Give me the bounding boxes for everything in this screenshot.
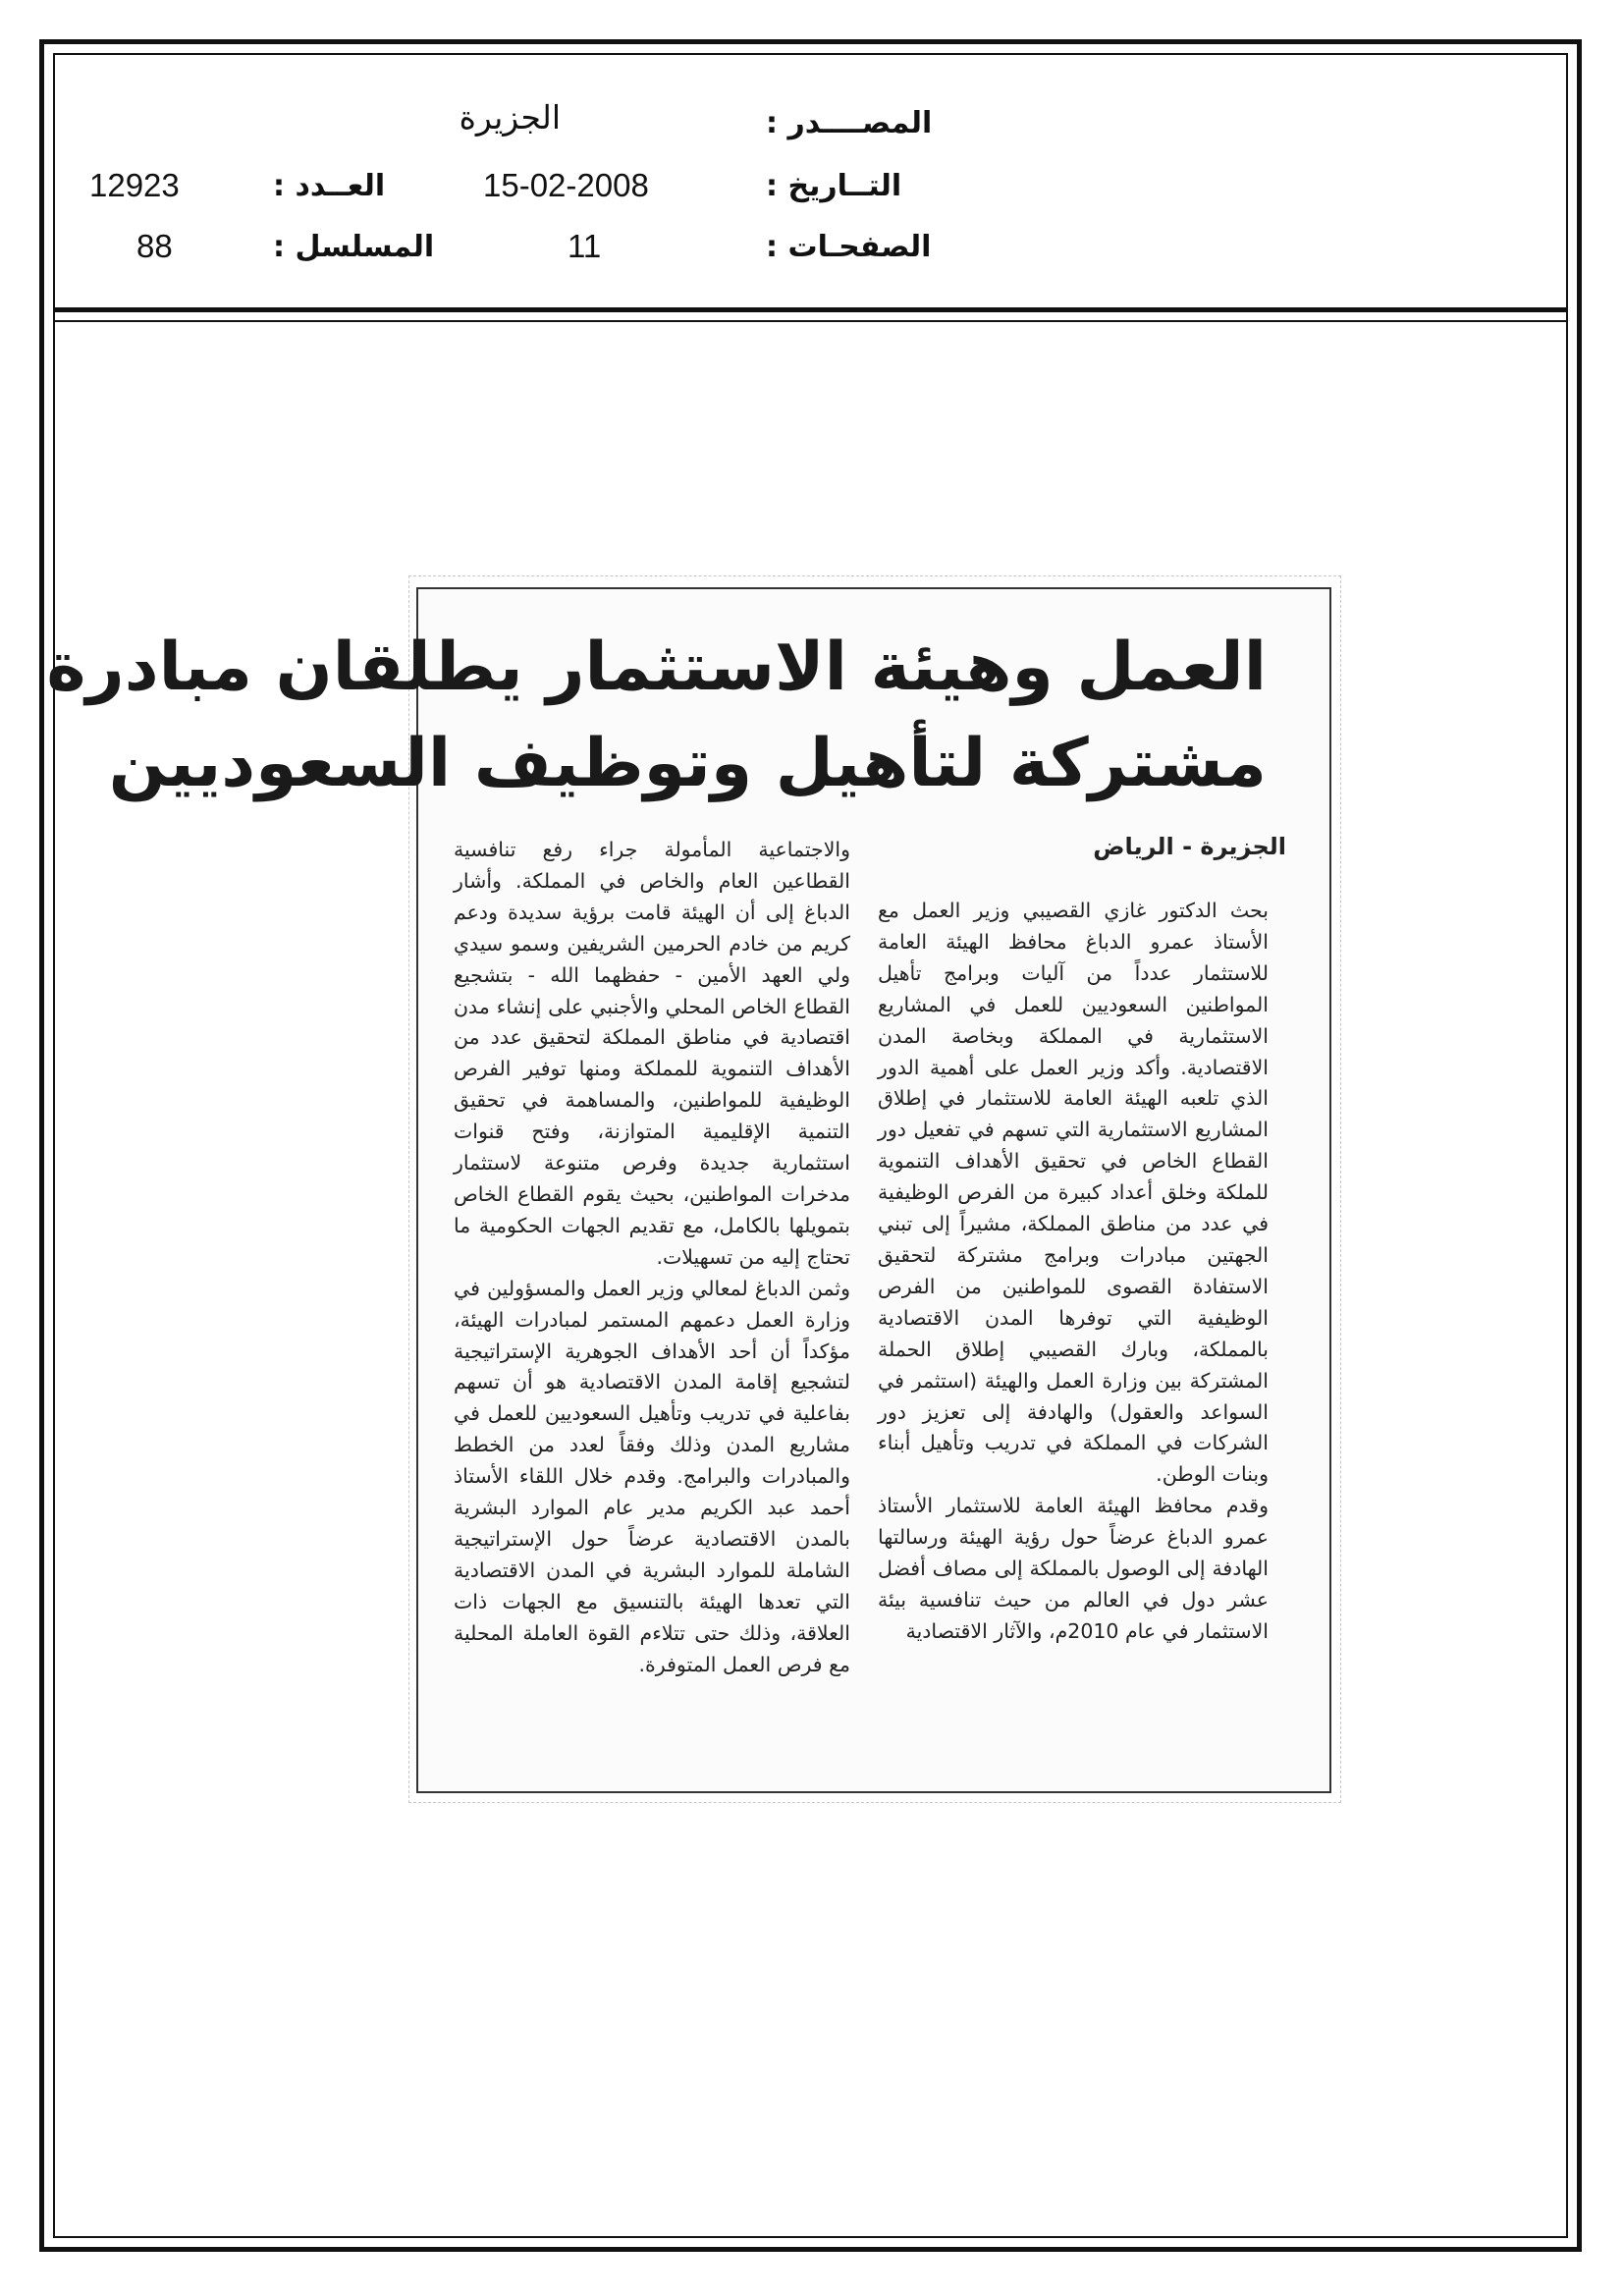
header-divider-thin [53, 320, 1568, 322]
headline-line-2: مشتركة لتأهيل وتوظيف السعوديين [108, 725, 1267, 802]
pages-value: 11 [568, 228, 602, 264]
byline: الجزيرة - الرياض [1093, 833, 1286, 860]
source-label: المصــــدر : [766, 106, 933, 140]
serial-label: المسلسل : [273, 230, 435, 264]
article-paragraph: والاجتماعية المأمولة جراء رفع تنافسية القطاعين العام والخاص في المملكة. وأشار الدباغ إلى أن الهيئة قامت برؤية سديدة ودعم كريم من خادم الحرمين الشريفين وسمو سيدي ولي العهد الأمين - حفظهما الله - بتشجيع القطاع الخاص المحلي والأجنبي على إنشاء مدن اقتصادية في مناطق المملكة لتحقيق عدد من الأهداف التنموية للمملكة ومنها توفير الفرص الوظيفية للمواطنين، والمساهمة في تحقيق التنمية الإقليمية المتوازنة، وفتح قنوات استثمارية جديدة وفرص متنوعة لاستثمار مدخرات المواطنين، بحيث يقوم القطاع الخاص بتمويلها بالكامل، مع تقديم الجهات الحكومية ما تحتاج إليه من تسهيلات. [454, 838, 850, 1269]
date-value: 15-02-2008 [483, 167, 649, 203]
headline-line-1: العمل وهيئة الاستثمار يطلقان مبادرة [46, 629, 1267, 706]
issue-label: العــدد : [273, 169, 386, 203]
article-column-left [454, 835, 850, 1777]
article-column-right [878, 896, 1269, 1770]
article-paragraph: وقدم محافظ الهيئة العامة للاستثمار الأستاذ عمرو الدباغ عرضاً حول رؤية الهيئة ورسالتها الهادفة إلى الوصول بالمملكة إلى مصاف أفضل عشر دول في العالم من حيث تنافسية بيئة الاستثمار في عام 2010م، والآثار الاقتصادية [878, 1494, 1269, 1643]
issue-value: 12923 [89, 167, 180, 203]
article-paragraph: بحث الدكتور غازي القصيبي وزير العمل مع الأستاذ عمرو الدباغ محافظ الهيئة العامة للاستثمار عدداً من آليات وبرامج تأهيل المواطنين السعوديين للعمل في المشاريع الاستثمارية في المملكة وبخاصة المدن الاقتصادية. وأكد وزير العمل على أهمية الدور الذي تلعبه الهيئة العامة للاستثمار في إطلاق المشاريع الاستثمارية التي تسهم في تفعيل دور القطاع الخاص في تحقيق الأهداف التنموية للملكة وخلق أعداد كبيرة من الفرص الوظيفية في عدد من مناطق المملكة، مشيراً إلى تبني الجهتين مبادرات وبرامج مشتركة لتحقيق الاستفادة القصوى للمواطنين من الفرص الوظيفية التي توفرها المدن الاقتصادية بالمملكة، وبارك القصيبي إطلاق الحملة المشتركة بين وزارة العمل والهيئة (استثمر في السواعد والعقول) والهادفة إلى تعزيز دور الشركات في المملكة في تدريب وتأهيل أبناء وبنات الوطن. [878, 899, 1269, 1487]
serial-value: 88 [136, 228, 173, 264]
header-divider [53, 307, 1568, 312]
pages-label: الصفحـات : [766, 230, 932, 264]
source-value: الجزيرة [459, 99, 561, 136]
date-label: التــاريخ : [766, 169, 902, 203]
article-paragraph: وثمن الدباغ لمعالي وزير العمل والمسؤولين في وزارة العمل دعمهم المستمر لمبادرات الهيئة، مؤكداً أن أحد الأهداف الجوهرية الإستراتيجية لتشجيع إقامة المدن الاقتصادية هو أن تسهم بفاعلية في تدريب وتأهيل السعوديين للعمل في مشاريع المدن وذلك وفقاً لعدد من الخطط والمبادرات والبرامج. وقدم خلال اللقاء الأستاذ أحمد عبد الكريم مدير عام الموارد البشرية بالمدن الاقتصادية عرضاً حول الإستراتيجية الشاملة للموارد البشرية في المدن الاقتصادية التي تعدها الهيئة بالتنسيق مع الجهات ذات العلاقة، وذلك حتى تتلاءم القوة العاملة المحلية مع فرص العمل المتوفرة. [454, 1276, 850, 1676]
